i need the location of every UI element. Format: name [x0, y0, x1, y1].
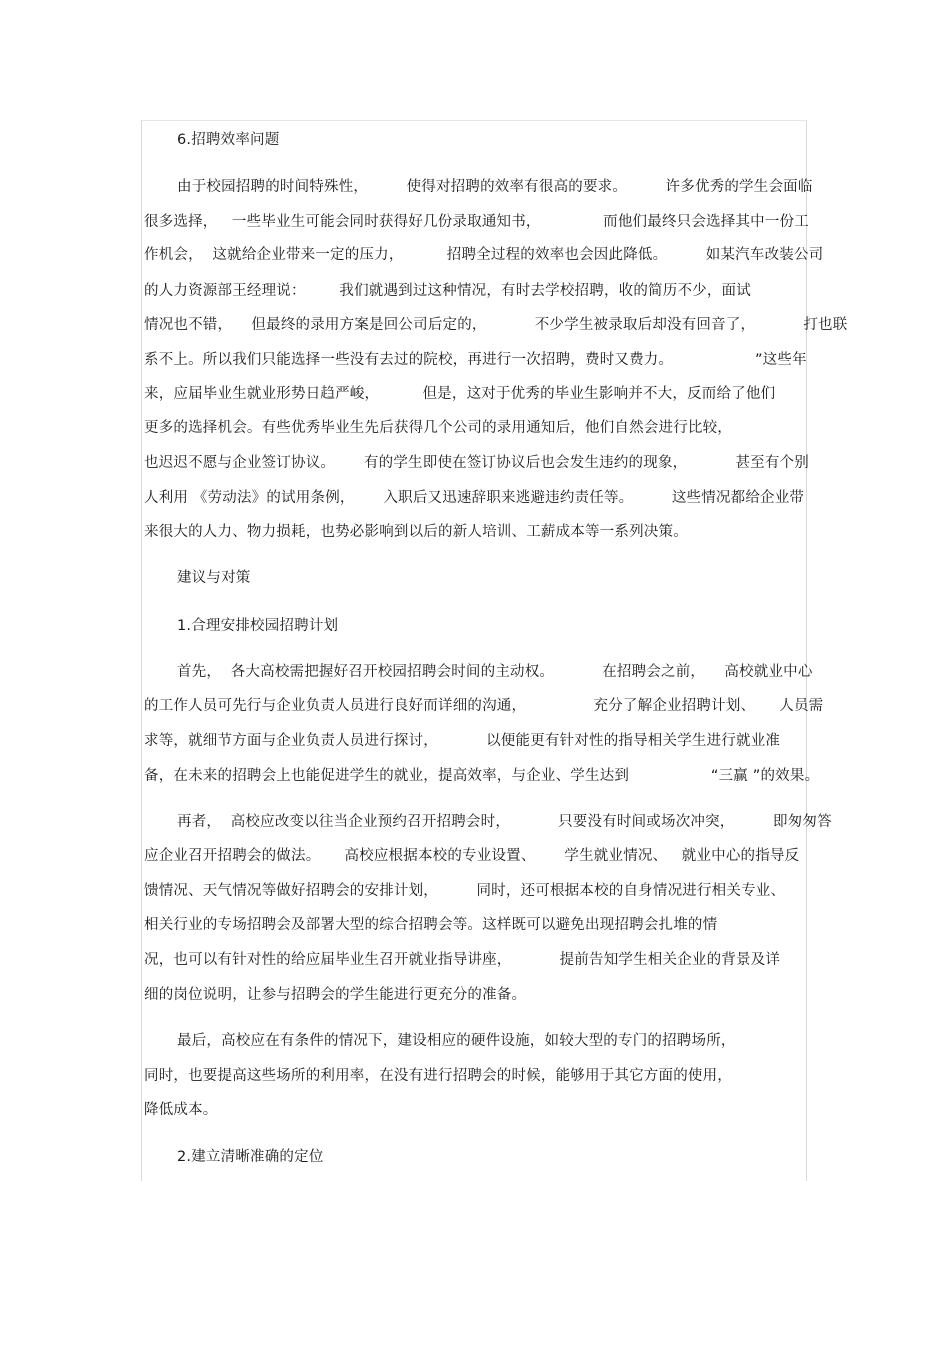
paragraph-line: 应企业召开招聘会的做法。 高校应根据本校的专业设置、 学生就业情况、 就业中心的指导反: [144, 848, 800, 864]
paragraph-line: 首先， 各大高校需把握好召开校园招聘会时间的主动权。 在招聘会之前， 高校就业中心: [177, 664, 813, 680]
paragraph-line: 来，应届毕业生就业形势日趋严峻， 但是，这对于优秀的毕业生影响并不大，反而给了他们: [144, 386, 776, 402]
subsection-heading-1: 1.合理安排校园招聘计划: [177, 618, 339, 634]
paragraph-line: 细的岗位说明，让参与招聘会的学生能进行更充分的准备。: [144, 987, 527, 1003]
paragraph-line: 再者， 高校应改变以往当企业预约召开招聘会时， 只要没有时间或场次冲突， 即匆匆答: [177, 814, 832, 830]
section-heading-6: 6.招聘效率问题: [177, 132, 280, 148]
paragraph-line: 相关行业的专场招聘会及部署大型的综合招聘会等。这样既可以避免出现招聘会扎堆的情: [144, 917, 718, 933]
paragraph-line: 求等，就细节方面与企业负责人员进行探讨， 以便能更有针对性的指导相关学生进行就业准: [144, 733, 781, 749]
paragraph-line: 况，也可以有针对性的给应届毕业生召开就业指导讲座， 提前告知学生相关企业的背景及详: [144, 952, 781, 968]
paragraph-line: 的人力资源部王经理说： 我们就遇到过这种情况，有时去学校招聘，收的简历不少，面试: [144, 283, 751, 299]
paragraph-line: 同时，也要提高这些场所的利用率，在没有进行招聘会的时候，能够用于其它方面的使用，: [144, 1068, 732, 1084]
paragraph-line: 的工作人员可先行与企业负责人员进行良好而详细的沟通， 充分了解企业招聘计划、 人员需: [144, 698, 824, 714]
paragraph-line: 备，在未来的招聘会上也能促进学生的就业，提高效率，与企业、学生达到 “三赢 ”的效果。: [144, 768, 820, 784]
paragraph-line: 作机会， 这就给企业带来一定的压力， 招聘全过程的效率也会因此降低。 如某汽车改装公司: [144, 247, 824, 263]
paragraph-line: 情况也不错， 但最终的录用方案是回公司后定的， 不少学生被录取后却没有回音了， 打也联: [144, 317, 848, 333]
paragraph-line: 人利用 《劳动法》的试用条例， 入职后又迅速辞职来逃避违约责任等。 这些情况都给企业带: [144, 490, 805, 506]
paragraph-line: 来很大的人力、物力损耗，也势必影响到以后的新人培训、工薪成本等一系列决策。: [144, 524, 688, 540]
paragraph-line: 很多选择， 一些毕业生可能会同时获得好几份录取通知书， 而他们最终只会选择其中一份工: [144, 214, 809, 230]
paragraph-line: 也迟迟不愿与企业签订协议。 有的学生即使在签订协议后也会发生违约的现象， 甚至有个别: [144, 455, 809, 471]
page-frame: [141, 120, 807, 1181]
section-heading-suggestions: 建议与对策: [177, 570, 251, 586]
paragraph-line: 由于校园招聘的时间特殊性， 使得对招聘的效率有很高的要求。 许多优秀的学生会面临: [177, 179, 813, 195]
paragraph-line: 馈情况、天气情况等做好招聘会的安排计划， 同时，还可根据本校的自身情况进行相关专业、: [144, 883, 786, 899]
paragraph-line: 系不上。所以我们只能选择一些没有去过的院校，再进行一次招聘，费时又费力。 ”这些年: [144, 352, 807, 368]
subsection-heading-2: 2.建立清晰准确的定位: [177, 1149, 324, 1165]
paragraph-line: 更多的选择机会。有些优秀毕业生先后获得几个公司的录用通知后，他们自然会进行比较，: [144, 420, 732, 436]
paragraph-line: 降低成本。: [144, 1102, 218, 1118]
paragraph-line: 最后，高校应在有条件的情况下，建设相应的硬件设施，如较大型的专门的招聘场所，: [177, 1033, 736, 1049]
